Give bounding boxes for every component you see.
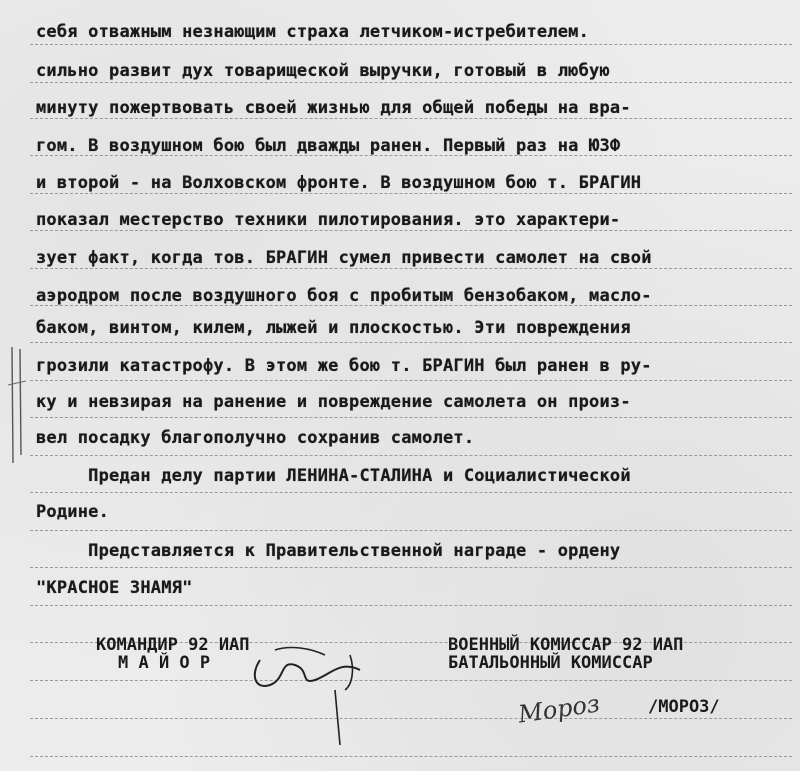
text-line: гом. В воздушном бою был дважды ранен. Первый раз на ЮЗФ <box>36 136 621 156</box>
ruling-line <box>30 605 792 606</box>
text-line: грозили катастрофу. В этом же бою т. БРАГИН был ранен в ру- <box>36 356 652 376</box>
ruling-line <box>30 530 792 531</box>
commissar-name: /МОРОЗ/ <box>648 697 720 717</box>
ruling-line <box>30 82 792 83</box>
margin-pencil-mark <box>6 345 28 465</box>
text-line: аэродром после воздушного боя с пробитым бензобаком, масло- <box>36 286 652 306</box>
commander-rank: М А Й О Р <box>118 653 211 673</box>
commissar-signature: Мороз <box>516 689 602 729</box>
text-line: минуту пожертвовать своей жизнью для общей победы на вра- <box>36 98 631 118</box>
commissar-rank: БАТАЛЬОННЫЙ КОМИССАР <box>448 653 653 673</box>
ruling-line <box>30 118 792 119</box>
commander-signature <box>240 630 380 750</box>
ruling-line <box>30 193 792 194</box>
ruling-line <box>30 680 792 681</box>
text-line: ку и невзирая на ранение и повреждение самолета он произ- <box>36 392 631 412</box>
text-line: показал местерство техники пилотирования. это характери- <box>36 210 621 230</box>
text-line: Предан делу партии ЛЕНИНА-СТАЛИНА и Социалистической <box>36 466 631 486</box>
ruling-line <box>30 718 792 719</box>
ruling-line <box>30 417 792 418</box>
text-line: "КРАСНОЕ ЗНАМЯ" <box>36 578 193 598</box>
text-line: Родине. <box>36 502 110 522</box>
text-line: зует факт, когда тов. БРАГИН сумел привести самолет на свой <box>36 248 652 268</box>
text-line: Представляется к Правительственной награде - ордену <box>36 541 621 561</box>
text-line: баком, винтом, килем, лыжей и плоскостью. Эти повреждения <box>36 318 631 338</box>
text-line: сильно развит дух товарищеской выручки, готовый в любую <box>36 61 610 81</box>
ruling-line <box>30 230 792 231</box>
commander-title: КОМАНДИР 92 ИАП <box>96 635 250 655</box>
ruling-line <box>30 756 792 757</box>
ruling-line <box>30 455 792 456</box>
ruling-line <box>30 492 792 493</box>
ruling-line <box>30 342 792 343</box>
ruling-line <box>30 567 792 568</box>
ruling-line <box>30 268 792 269</box>
text-line: себя отважным незнающим страха летчиком-истребителем. <box>36 22 590 42</box>
ruling-line <box>30 380 792 381</box>
text-line: вел посадку благополучно сохранив самолет. <box>36 428 475 448</box>
commissar-title: ВОЕННЫЙ КОМИССАР 92 ИАП <box>448 635 684 655</box>
ruling-line <box>30 44 792 45</box>
text-line: и второй - на Волховском фронте. В воздушном бою т. БРАГИН <box>36 173 642 193</box>
